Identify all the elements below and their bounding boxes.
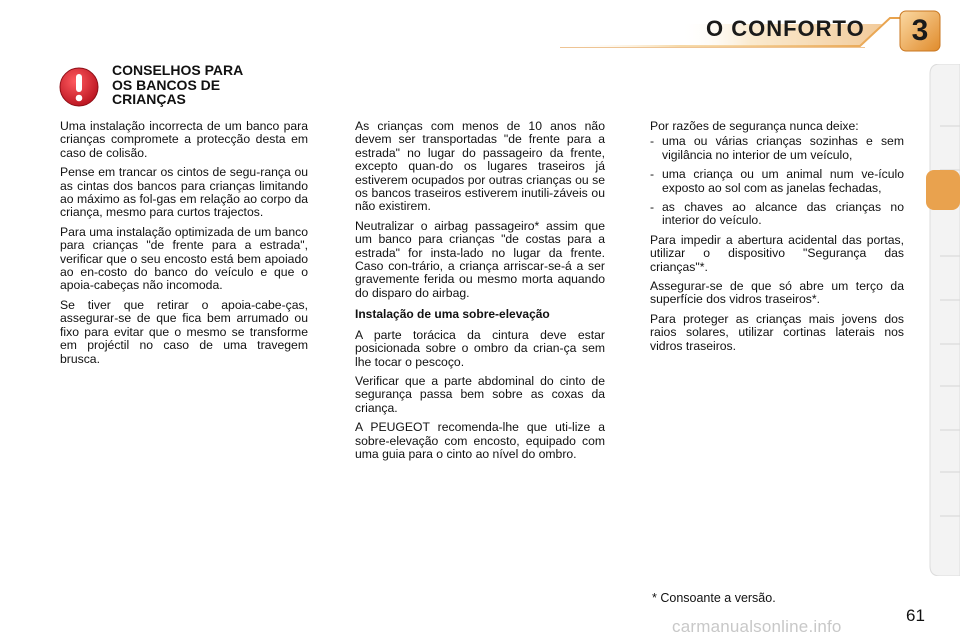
page-number: 61	[906, 606, 925, 625]
list-item	[650, 168, 904, 195]
list-dash: -	[650, 167, 655, 182]
warning-exclamation-icon	[58, 66, 100, 108]
paragraph: Verificar que a parte abdominal do cinto de segurança passa bem sobre as coxas da criança.	[355, 373, 605, 415]
list-item	[650, 201, 904, 228]
section-title	[112, 63, 312, 107]
paragraph: A parte torácica da cintura deve estar posicionada sobre o ombro da crian-ça sem lhe tocar o pescoço.	[355, 327, 605, 369]
list-dash: -	[650, 200, 655, 215]
dash-list	[650, 135, 904, 227]
list-item-text: uma ou várias crianças sozinhas e sem vigilância no interior de um veículo,	[662, 134, 904, 162]
section-title-line: OS BANCOS DE	[112, 76, 221, 93]
paragraph: Pense em trancar os cintos de segu-rança ou as cintas dos bancos para crianças limitando ao máximo as fol-gas em relação ao corpo da criança, mesmo para curtos trajectos.	[60, 165, 308, 220]
chapter-tab-active	[926, 170, 960, 210]
text-column-3	[650, 120, 904, 359]
list-item-text: as chaves ao alcance das crianças no interior do veículo.	[662, 200, 904, 228]
chapter-tab-strip	[926, 64, 960, 576]
paragraph: Por razões de segurança nunca deixe:	[650, 119, 859, 133]
paragraph: Se tiver que retirar o apoia-cabe-ças, assegurar-se de que fica bem arrumado ou fixo para evitar que o mesmo se transforme em projéctil no caso de uma travegem brusca.	[60, 297, 308, 366]
paragraph: Assegurar-se de que só abre um terço da superfície dos vidros traseiros*.	[650, 279, 904, 307]
list-item-text: uma criança ou um animal num ve-ículo exposto ao sol com as janelas fechadas,	[662, 167, 904, 195]
header-title: O CONFORTO	[706, 16, 865, 41]
paragraph: As crianças com menos de 10 anos não devem ser transportadas "de frente para a estrada" no lugar do passageiro da frente, excepto quan-do os lugares traseiros já estiverem ocupados por outras crianças ou se os bancos traseiros estiverem inutili-záveis ou não existirem.	[355, 119, 605, 214]
chapter-number: 3	[911, 14, 929, 47]
watermark-text: carmanualsonline.info	[672, 617, 842, 636]
list-dash: -	[650, 134, 655, 149]
paragraph: Para impedir a abertura acidental das portas, utilizar o dispositivo "Segurança das crianças"*.	[650, 232, 904, 274]
paragraph: A PEUGEOT recomenda-lhe que uti-lize a sobre-elevação com encosto, equipado com uma guia para o cinto ao nível do ombro.	[355, 420, 605, 461]
section-title-line: CONSELHOS PARA	[112, 62, 244, 78]
paragraph: Neutralizar o airbag passageiro* assim que um banco para crianças "de costas para a estrada" for insta-lado no lugar da frente. Caso con-trário, a criança arriscar-se-á a ser gravemente ferida ou mesmo morta aquando do disparo do airbag.	[355, 218, 605, 300]
text-column-2	[355, 120, 605, 467]
paragraph: Para uma instalação optimizada de um banco para crianças "de frente para a estrada", verificar que o seu encosto está bem apoiado ao en-costo do banco do veículo e que o apoia-cabeças não incomoda.	[60, 224, 308, 293]
text-column-1	[60, 120, 308, 372]
section-title-line: CRIANÇAS	[112, 91, 186, 107]
paragraph: Uma instalação incorrecta de um banco para crianças compromete a protecção desta em caso de colisão.	[60, 119, 308, 160]
footnote: * Consoante a versão.	[652, 591, 776, 605]
paragraph: Para proteger as crianças mais jovens dos raios solares, utilizar cortinas laterais nos vidros traseiros.	[650, 311, 904, 353]
list-item	[650, 135, 904, 162]
subheading: Instalação de uma sobre-elevação	[355, 307, 550, 322]
